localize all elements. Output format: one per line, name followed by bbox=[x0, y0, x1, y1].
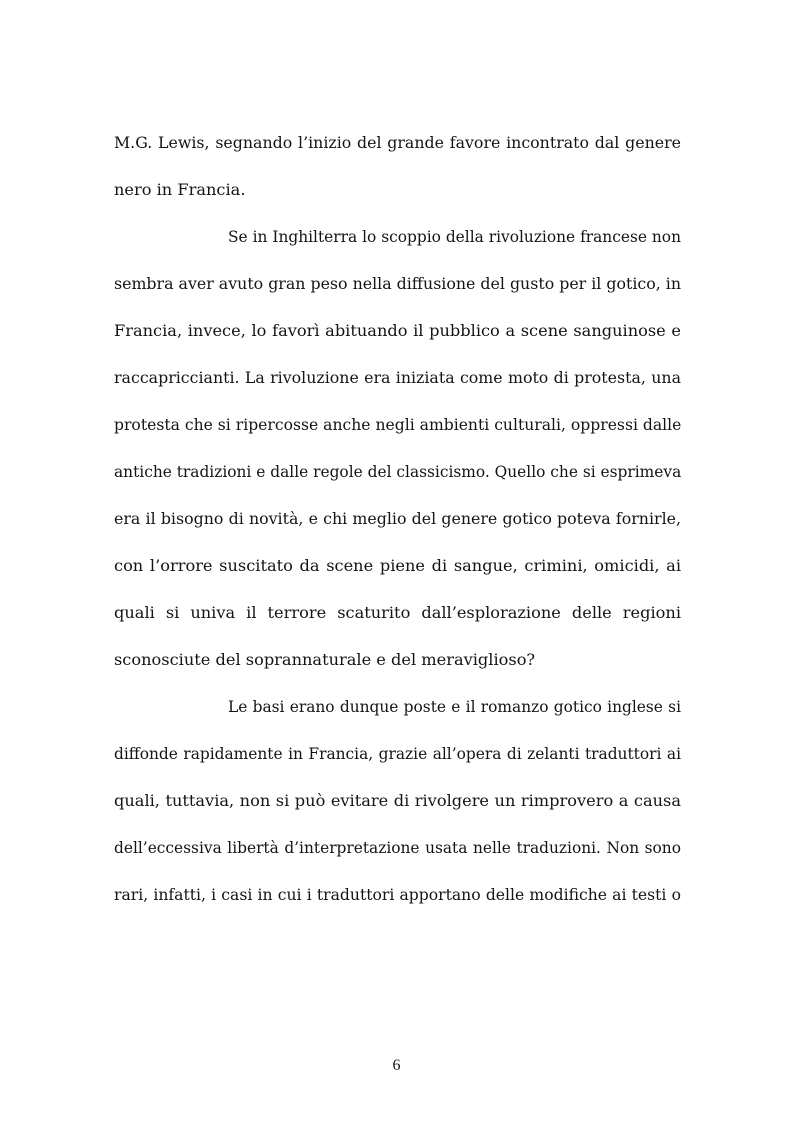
paragraph-first-line: Le basi erano dunque poste e il romanzo gotico inglese si bbox=[228, 698, 681, 716]
text-line: con l’orrore suscitato da scene piene di sangue, crimini, omicidi, ai bbox=[114, 556, 681, 575]
text-line: M.G. Lewis, segnando l’inizio del grande favore incontrato dal genere bbox=[114, 133, 681, 152]
text-line: quali, tuttavia, non si può evitare di rivolgere un rimprovero a causa bbox=[114, 791, 681, 810]
text-line: antiche tradizioni e dalle regole del classicismo. Quello che si esprimeva bbox=[114, 463, 682, 481]
text-line: era il bisogno di novità, e chi meglio del genere gotico poteva fornirle, bbox=[114, 509, 681, 528]
text-line: quali si univa il terrore scaturito dall’esplorazione delle regioni bbox=[114, 603, 681, 622]
text-line: diffonde rapidamente in Francia, grazie all’opera di zelanti traduttori ai bbox=[114, 745, 681, 763]
page-number: 6 bbox=[392, 1057, 401, 1074]
text-line: sconosciute del soprannaturale e del meraviglioso? bbox=[114, 650, 536, 669]
paragraph-first-line: Se in Inghilterra lo scoppio della rivoluzione francese non bbox=[228, 228, 681, 246]
text-line: rari, infatti, i casi in cui i traduttori apportano delle modifiche ai testi o bbox=[114, 886, 681, 904]
text-line: dell’eccessiva libertà d’interpretazione usata nelle traduzioni. Non sono bbox=[114, 839, 681, 857]
text-line: protesta che si ripercosse anche negli ambienti culturali, oppressi dalle bbox=[114, 416, 682, 434]
text-line: raccapriccianti. La rivoluzione era iniziata come moto di protesta, una bbox=[114, 368, 681, 387]
text-line: Francia, invece, lo favorì abituando il pubblico a scene sanguinose e bbox=[114, 321, 681, 340]
text-line: nero in Francia. bbox=[114, 180, 246, 199]
text-line: sembra aver avuto gran peso nella diffusione del gusto per il gotico, in bbox=[114, 274, 682, 293]
